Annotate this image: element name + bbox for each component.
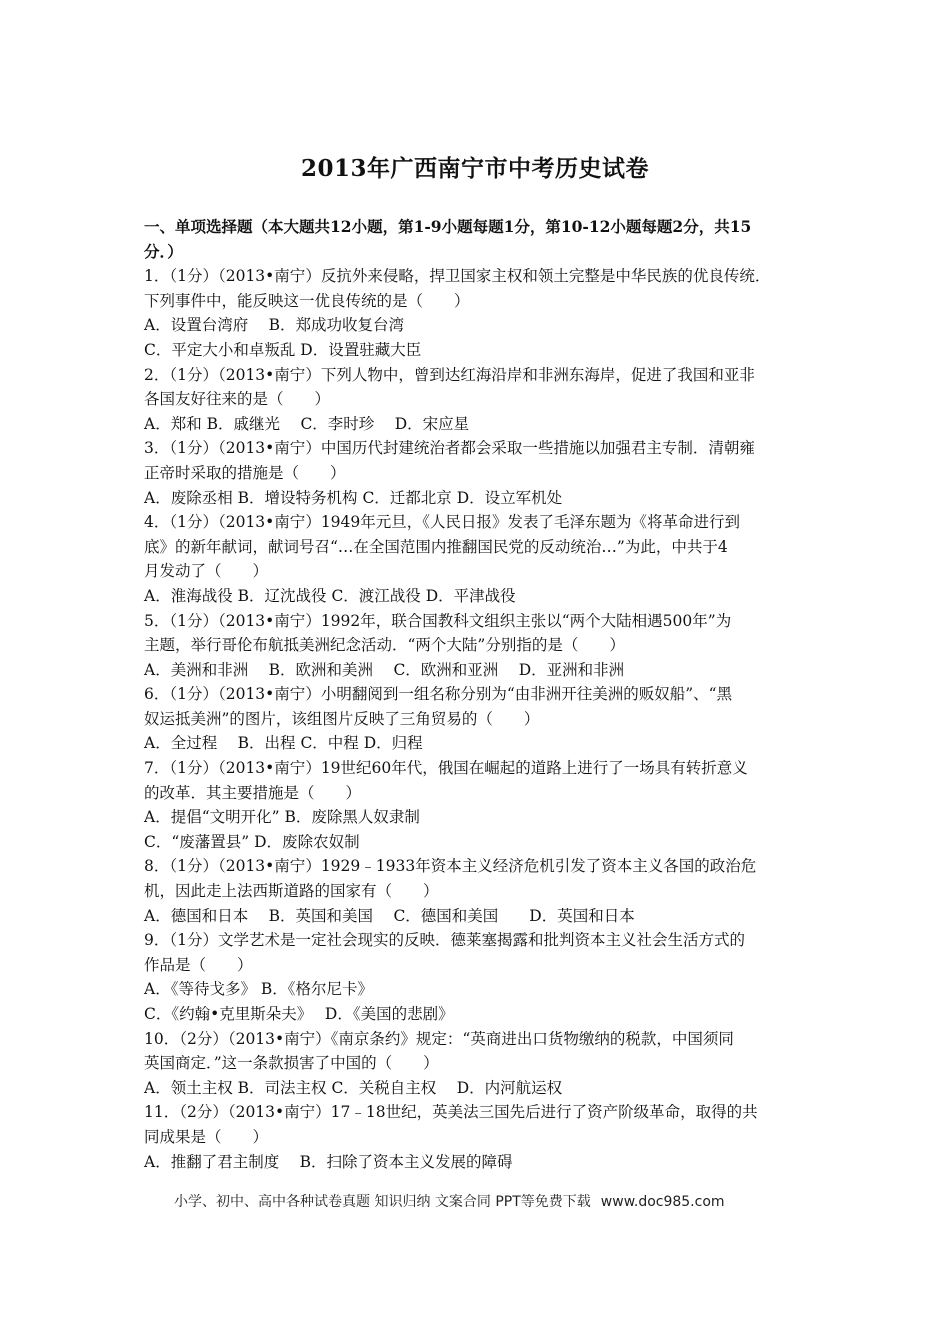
question-line: A．领土主权 B．司法主权 C．关税自主权 D．内河航运权 xyxy=(144,1078,563,1097)
question-line: 主题，举行哥伦布航抵美洲纪念活动．“两个大陆”分别指的是（ ） xyxy=(144,636,625,655)
question-line: 正帝时采取的措施是（ ） xyxy=(144,463,346,482)
question-line: A．设置台湾府 B．郑成功收复台湾 xyxy=(144,316,405,335)
footer-url[interactable]: www.doc985.com xyxy=(600,1194,725,1210)
exam-content xyxy=(144,215,814,1174)
question-line: 2．（1分）（2013•南宁）下列人物中，曾到达红海沿岸和非洲东海岸，促进了我国和亚非 xyxy=(144,365,755,384)
question-line: 的改革．其主要措施是（ ） xyxy=(144,783,362,802)
question-line: 月发动了（ ） xyxy=(144,562,269,581)
question-line: 机，因此走上法西斯道路的国家有（ ） xyxy=(144,882,439,901)
question-line: 1．（1分）（2013•南宁）反抗外来侵略，捍卫国家主权和领土完整是中华民族的优良传统． xyxy=(144,267,771,286)
section-heading-line: 一、单项选择题（本大题共12小题，第1-9小题每题1分，第10-12小题每题2分，共15 xyxy=(144,217,752,236)
question-list xyxy=(144,264,814,1174)
question-line: C．“废藩置县” D．废除农奴制 xyxy=(144,832,360,851)
question-line: 4．（1分）（2013•南宁）1949年元旦，《人民日报》发表了毛泽东题为《将革命进行到 xyxy=(144,513,741,532)
question-line: C．平定大小和卓叛乱 D．设置驻藏大臣 xyxy=(144,340,422,359)
question-line: 同成果是（ ） xyxy=(144,1127,269,1146)
question-line: A．美洲和非洲 B．欧洲和美洲 C．欧洲和亚洲 D．亚洲和非洲 xyxy=(144,660,625,679)
question-line: 6．（1分）（2013•南宁）小明翻阅到一组名称分别为“由非洲开往美洲的贩奴船”、“黑 xyxy=(144,685,733,704)
question-line: 8．（1分）（2013•南宁）1929﹣1933年资本主义经济危机引发了资本主义各国的政治危 xyxy=(144,857,757,876)
question-line: A．废除丞相 B．增设特务机构 C．迁都北京 D．设立军机处 xyxy=(144,488,563,507)
question-line: A．德国和日本 B．英国和美国 C．德国和美国 D．英国和日本 xyxy=(144,906,635,925)
question-line: 英国商定．”这一条款损害了中国的（ ） xyxy=(144,1054,439,1073)
question-line: 10．（2分）（2013•南宁）《南京条约》规定：“英商进出口货物缴纳的税款，中国须同 xyxy=(144,1029,734,1048)
question-line: C．《约翰•克里斯朵夫》 D．《美国的悲剧》 xyxy=(144,1005,454,1023)
question-line: 9．（1分）文学艺术是一定社会现实的反映．德莱塞揭露和批判资本主义社会生活方式的 xyxy=(144,931,745,950)
question-line: 7．（1分）（2013•南宁）19世纪60年代，俄国在崛起的道路上进行了一场具有转折意义 xyxy=(144,759,748,778)
question-line: 奴运抵美洲”的图片，该组图片反映了三角贸易的（ ） xyxy=(144,709,540,728)
question-line: 11．（2分）（2013•南宁）17﹣18世纪，英美法三国先后进行了资产阶级革命，取得的共 xyxy=(144,1103,758,1122)
section-heading xyxy=(144,215,814,264)
question-line: A．郑和 B．戚继光 C．李时珍 D．宋应星 xyxy=(144,414,470,433)
question-line: A．《等待戈多》 B．《格尔尼卡》 xyxy=(144,980,374,999)
question-line: A．推翻了君主制度 B．扫除了资本主义发展的障碍 xyxy=(144,1152,513,1171)
question-line: 各国友好往来的是（ ） xyxy=(144,390,331,409)
question-line: 下列事件中，能反映这一优良传统的是（ ） xyxy=(144,291,470,310)
question-line: 作品是（ ） xyxy=(144,955,253,974)
footer-banner xyxy=(174,1191,874,1211)
page-title: 2013年广西南宁市中考历史试卷 xyxy=(300,155,649,182)
section-heading-line: 分．） xyxy=(144,241,183,261)
question-line: 5．（1分）（2013•南宁）1992年，联合国教科文组织主张以“两个大陆相遇500年”为 xyxy=(144,611,732,630)
question-line: 3．（1分）（2013•南宁）中国历代封建统治者都会采取一些措施以加强君主专制．清朝雍 xyxy=(144,439,755,458)
question-line: A．提倡“文明开化” B．废除黑人奴隶制 xyxy=(144,808,420,827)
question-line: A．淮海战役 B．辽沈战役 C．渡江战役 D．平津战役 xyxy=(144,586,516,605)
footer-text: 小学、初中、高中各种试卷真题 知识归纳 文案合同 PPT等免费下载 xyxy=(174,1194,591,1210)
question-line: A．全过程 B．出程 C．中程 D．归程 xyxy=(144,734,423,753)
question-line: 底》的新年献词，献词号召“…在全国范围内推翻国民党的反动统治…”为此，中共于4 xyxy=(144,537,728,556)
